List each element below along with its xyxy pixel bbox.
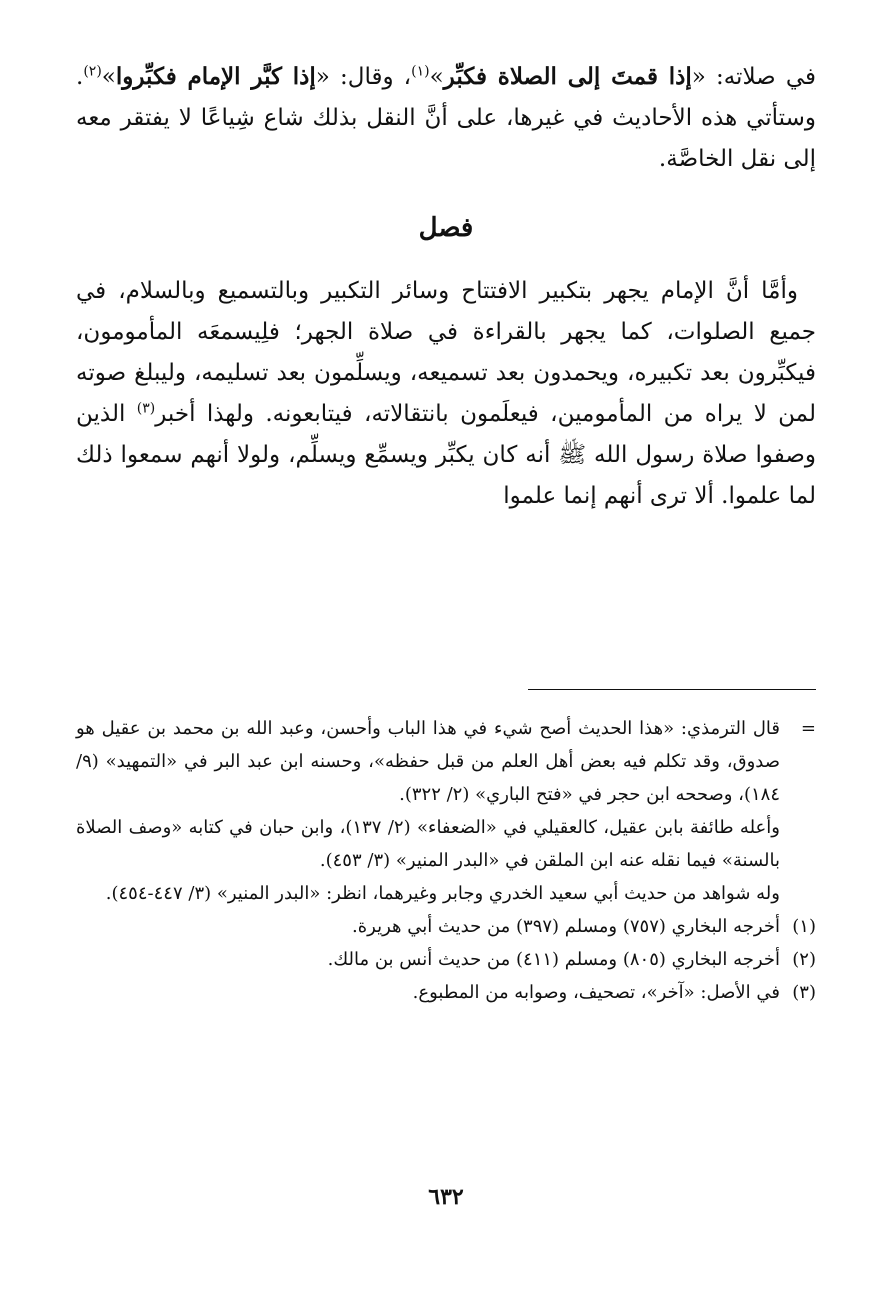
continuation-mark: = bbox=[800, 718, 816, 739]
footnote-number: (٣) bbox=[792, 982, 816, 1003]
text-run: » bbox=[101, 64, 116, 90]
footnote-ref-1: (١) bbox=[411, 63, 430, 80]
footnote-3 bbox=[76, 976, 816, 1009]
page-number: ٦٣٢ bbox=[428, 1184, 464, 1210]
footnote-number: (١) bbox=[792, 916, 816, 937]
footnote-text: أخرجه البخاري (٨٠٥) ومسلم (٤١١) من حديث أنس بن مالك. bbox=[327, 949, 780, 970]
footnote-2 bbox=[76, 943, 816, 976]
footnote-continuation bbox=[76, 712, 816, 910]
text-run: وأمَّا أنَّ الإمام يجهر بتكبير الافتتاح وسائر التكبير وبالتسميع وبالسلام، في جميع الصلوات، كما يجهر بالقراءة في صلاة الجهر؛ فلِيسمعَه المأمومون، فيكبِّرون بعد تكبيره، ويحمدون بعد تسميعه، ويسلِّمون بعد تسليمه، وليبلغ صوته لمن لا يراه من المأمومين، فيعلَمون بانتقالاته، فيتابعونه. ولهذا أخبر bbox=[76, 278, 816, 427]
footnote-separator bbox=[528, 689, 816, 690]
hadith-quote-2: إذا كبَّر الإمام فكبِّروا bbox=[115, 63, 316, 90]
text-run: في صلاته: « bbox=[691, 64, 816, 90]
text-run: . وستأتي هذه الأحاديث في غيرها، على أنَّ النقل بذلك شاع شِياعًا لا يفتقر معه إلى نقل الخاصَّة. bbox=[76, 64, 816, 172]
section-heading: فصل bbox=[418, 213, 474, 243]
footnote-text: أخرجه البخاري (٧٥٧) ومسلم (٣٩٧) من حديث أبي هريرة. bbox=[351, 916, 780, 937]
footnote-1 bbox=[76, 910, 816, 943]
book-page bbox=[76, 56, 816, 1256]
footnote-ref-2: (٢) bbox=[83, 63, 102, 80]
text-run: ، وقال: « bbox=[315, 64, 412, 90]
footnote-ref-3: (٣) bbox=[136, 400, 156, 417]
footnote-number: (٢) bbox=[792, 949, 816, 970]
hadith-quote-1: إذا قمتَ إلى الصلاة فكبِّر bbox=[443, 63, 692, 90]
footnotes bbox=[76, 712, 816, 1009]
footnote-continuation-paragraph: وله شواهد من حديث أبي سعيد الخدري وجابر وغيرهما، انظر: «البدر المنير» (٣/ ٤٤٧-٤٥٤). bbox=[105, 883, 780, 904]
paragraph-2 bbox=[76, 271, 816, 517]
footnote-continuation-paragraph: قال الترمذي: «هذا الحديث أصح شيء في هذا الباب وأحسن، وعبد الله بن محمد بن عقيل هو صدوق، وقد تكلم فيه بعض أهل العلم من قبل حفظه»، وحسنه ابن عبد البر في «التمهيد» (٩/ ١٨٤)، وصححه ابن حجر في «فتح الباري» (٢/ ٣٢٢). bbox=[76, 718, 780, 805]
main-body-text bbox=[76, 56, 816, 517]
text-run: » bbox=[429, 64, 444, 90]
footnote-continuation-paragraph: وأعله طائفة بابن عقيل، كالعقيلي في «الضعفاء» (٢/ ١٣٧)، وابن حبان في كتابه «وصف الصلاة بالسنة» فيما نقله عنه ابن الملقن في «البدر المنير» (٣/ ٤٥٣). bbox=[76, 817, 780, 871]
paragraph-1 bbox=[76, 56, 816, 180]
footnote-text: في الأصل: «آخر»، تصحيف، وصوابه من المطبوع. bbox=[412, 982, 780, 1003]
text-run: الذين وصفوا صلاة رسول الله ﷺ أنه كان يكبِّر ويسمِّع ويسلِّم، ولولا أنهم سمعوا ذلك لما علموا. ألا ترى أنهم إنما علموا bbox=[76, 401, 816, 509]
